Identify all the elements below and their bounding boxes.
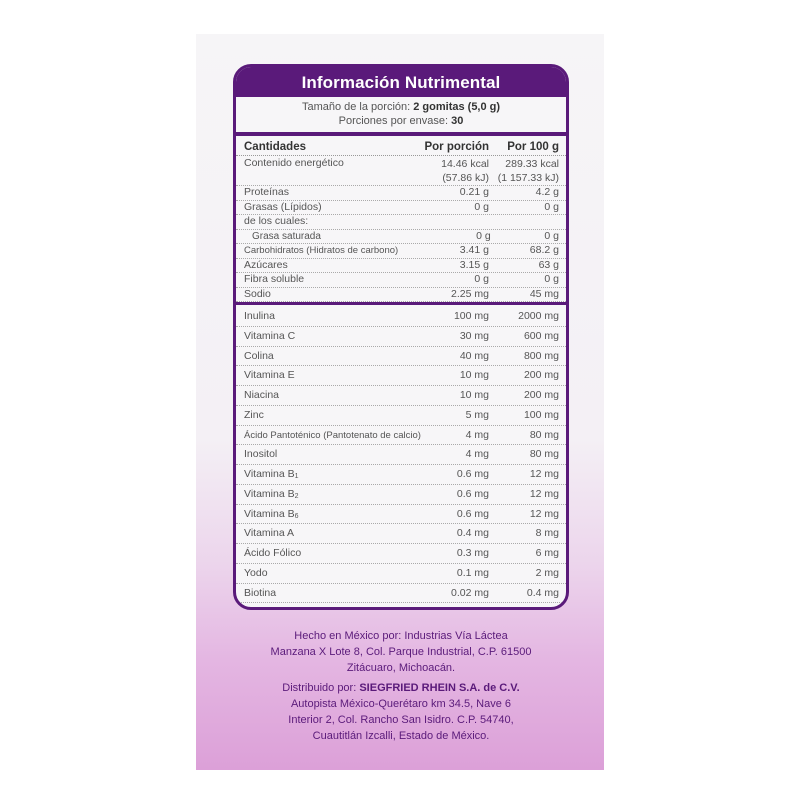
per-serving-value: 10 mg bbox=[459, 389, 489, 401]
per-100g-value: 80 mg bbox=[529, 448, 559, 461]
per-serving-value: 0.1 mg bbox=[456, 566, 489, 579]
per-serving-value: 0.4 mg bbox=[456, 527, 489, 540]
per-100g-value: 12 mg bbox=[529, 507, 559, 520]
distributor-line-2: Autopista México-Querétaro km 34.5, Nave 6 bbox=[290, 698, 512, 710]
per-100g-value: 45 mg bbox=[529, 287, 559, 300]
nutrition-facts-table bbox=[233, 64, 569, 610]
nutrient-name: Vitamina E bbox=[244, 369, 295, 382]
nutrient-name: Niacina bbox=[244, 389, 280, 401]
table-row bbox=[236, 505, 566, 525]
column-headers bbox=[236, 139, 566, 156]
per-100g-value bbox=[489, 603, 559, 610]
per-serving-value: 0 g bbox=[474, 273, 489, 285]
per-100g-value: 600 mg bbox=[523, 329, 559, 342]
per-serving-value: 0 g bbox=[474, 200, 489, 213]
table-row bbox=[236, 347, 566, 367]
nutrient-name: Proteínas bbox=[244, 186, 289, 198]
nutrient-name: Carbohidratos (Hidratos de carbono) bbox=[244, 245, 399, 256]
table-row bbox=[236, 186, 566, 201]
table-title: Información Nutrimental bbox=[236, 67, 566, 97]
made-line-3: Zitácuaro, Michoacán. bbox=[346, 662, 456, 674]
nutrient-name bbox=[244, 603, 439, 610]
servings-value: 30 bbox=[451, 115, 464, 127]
per-100g-value: 200 mg bbox=[523, 389, 559, 401]
per-100g-value: 0.4 mg bbox=[526, 586, 559, 599]
macro-rows bbox=[236, 186, 566, 302]
energy-100g-kcal: 289.33 kcal bbox=[505, 158, 559, 170]
distributor-company: SIEGFRIED RHEIN S.A. de C.V. bbox=[359, 682, 520, 694]
per-100g-value: 200 mg bbox=[523, 369, 559, 382]
manufacturer-info bbox=[236, 628, 566, 676]
energy-label: Contenido energético bbox=[244, 157, 344, 169]
nutrient-name: Inositol bbox=[244, 448, 278, 461]
per-serving-value: 10 mg bbox=[459, 369, 489, 382]
nutrient-name: Ácido Pantoténico (Pantotenato de calcio) bbox=[244, 429, 421, 441]
per-100g-value: 4.2 g bbox=[535, 186, 559, 198]
table-row bbox=[236, 244, 566, 259]
per-serving-value: 0.3 mg bbox=[456, 547, 489, 559]
per-serving-value: 0.02 mg bbox=[451, 586, 489, 599]
per-serving-value: 3.41 g bbox=[459, 244, 489, 256]
per-100g-value: 0 g bbox=[544, 200, 559, 213]
per-100g-value: 0 g bbox=[544, 229, 559, 242]
nutrient-name: de los cuales: bbox=[244, 215, 309, 227]
serving-size-value: 2 gomitas (5,0 g) bbox=[413, 101, 501, 113]
energy-row bbox=[236, 156, 566, 186]
energy-100g-kj: (1 157.33 kJ) bbox=[497, 172, 559, 184]
distributor-label: Distribuido por: bbox=[282, 682, 357, 694]
nutrient-name: Zinc bbox=[244, 408, 264, 421]
serving-size bbox=[236, 100, 566, 114]
table-row bbox=[236, 273, 566, 288]
table-row bbox=[236, 485, 566, 505]
per-serving-value: 30 mg bbox=[459, 329, 489, 342]
energy-serving-kcal: 14.46 kcal bbox=[441, 158, 489, 170]
distributor-line-3: Interior 2, Col. Rancho San Isidro. C.P. 54740, bbox=[288, 714, 514, 726]
per-100g-value: 2000 mg bbox=[518, 310, 559, 322]
table-row bbox=[236, 215, 566, 230]
nutrient-name: Sodio bbox=[244, 287, 271, 300]
table-row bbox=[236, 426, 566, 446]
table-row bbox=[236, 524, 566, 544]
per-serving-value: 0.6 mg bbox=[456, 507, 489, 520]
nutrient-name: Biotina bbox=[244, 586, 277, 599]
table-row bbox=[236, 445, 566, 465]
table-row bbox=[236, 584, 566, 604]
nutrient-name: Vitamina $B_6$ bbox=[244, 507, 299, 520]
table-row bbox=[236, 201, 566, 216]
table-row bbox=[236, 544, 566, 564]
divider bbox=[236, 132, 566, 136]
nutrient-name: Colina bbox=[244, 349, 274, 362]
per-100g-value: 68.2 g bbox=[529, 244, 559, 256]
table-row bbox=[236, 307, 566, 327]
nutrient-name: Fibra soluble bbox=[244, 273, 305, 285]
col-per-100g: Por 100 g bbox=[507, 141, 559, 153]
per-100g-value: 6 mg bbox=[535, 547, 559, 559]
distributor-line-4: Cuautitlán Izcalli, Estado de México. bbox=[312, 730, 490, 742]
per-100g-value: 8 mg bbox=[535, 527, 559, 540]
table-row bbox=[236, 327, 566, 347]
table-row bbox=[236, 288, 566, 303]
per-serving-value: 4 mg bbox=[465, 428, 489, 441]
col-quantities: Cantidades bbox=[244, 141, 306, 153]
per-100g-value: 80 mg bbox=[529, 428, 559, 441]
per-serving-value: 3.15 g bbox=[459, 258, 489, 271]
per-serving-value bbox=[439, 603, 489, 610]
table-row bbox=[236, 386, 566, 406]
table-row bbox=[236, 366, 566, 386]
per-serving-value: 100 mg bbox=[453, 310, 489, 322]
servings-per-container bbox=[236, 114, 566, 128]
nutrient-name: Ácido Fólico bbox=[244, 547, 302, 559]
made-line-2: Manzana X Lote 8, Col. Parque Industrial, C.P. 61500 bbox=[270, 646, 532, 658]
per-100g-value: 12 mg bbox=[529, 468, 559, 480]
table-row bbox=[236, 465, 566, 485]
vitamin-rows bbox=[236, 307, 566, 610]
nutrient-name: Yodo bbox=[244, 566, 268, 579]
nutrient-name: Vitamina $B_2$ bbox=[244, 487, 299, 500]
nutrient-name: Vitamina A bbox=[244, 527, 295, 540]
per-serving-value: 5 mg bbox=[465, 408, 489, 421]
table-row bbox=[236, 406, 566, 426]
per-serving-value: 0.6 mg bbox=[456, 468, 489, 480]
nutrient-name: Grasas (Lípidos) bbox=[244, 200, 322, 213]
per-serving-value: 0.6 mg bbox=[456, 487, 489, 500]
table-row bbox=[236, 259, 566, 274]
per-serving-value: 2.25 mg bbox=[451, 287, 489, 300]
table-row bbox=[236, 564, 566, 584]
per-serving-value bbox=[394, 215, 489, 229]
nutrient-name: Azúcares bbox=[244, 258, 288, 271]
made-line-1: Hecho en México por: Industrias Vía Láctea bbox=[294, 630, 508, 642]
distributor-info bbox=[236, 680, 566, 744]
per-serving-value: 0.21 g bbox=[459, 186, 489, 198]
per-100g-value: 100 mg bbox=[523, 408, 559, 421]
per-100g-value bbox=[489, 215, 559, 229]
nutrient-name: Grasa saturada bbox=[252, 230, 321, 242]
servings-label: Porciones por envase: bbox=[338, 115, 449, 127]
per-100g-value: 63 g bbox=[538, 258, 559, 271]
table-row bbox=[236, 230, 566, 245]
serving-size-label: Tamaño de la porción: bbox=[301, 101, 411, 113]
table-row bbox=[236, 603, 566, 610]
per-100g-value: 2 mg bbox=[535, 566, 559, 579]
nutrient-name: Vitamina $B_1$ bbox=[244, 468, 299, 480]
nutrient-name: Vitamina C bbox=[244, 329, 296, 342]
per-serving-value: 40 mg bbox=[459, 349, 489, 362]
nutrient-name: Inulina bbox=[244, 310, 275, 322]
energy-serving-kj: (57.86 kJ) bbox=[442, 172, 489, 184]
per-100g-value: 12 mg bbox=[529, 487, 559, 500]
per-100g-value: 800 mg bbox=[523, 349, 559, 362]
per-100g-value: 0 g bbox=[544, 273, 559, 285]
per-serving-value: 0 g bbox=[476, 229, 491, 242]
per-serving-value: 4 mg bbox=[465, 448, 489, 461]
col-per-serving: Por porción bbox=[424, 141, 489, 153]
